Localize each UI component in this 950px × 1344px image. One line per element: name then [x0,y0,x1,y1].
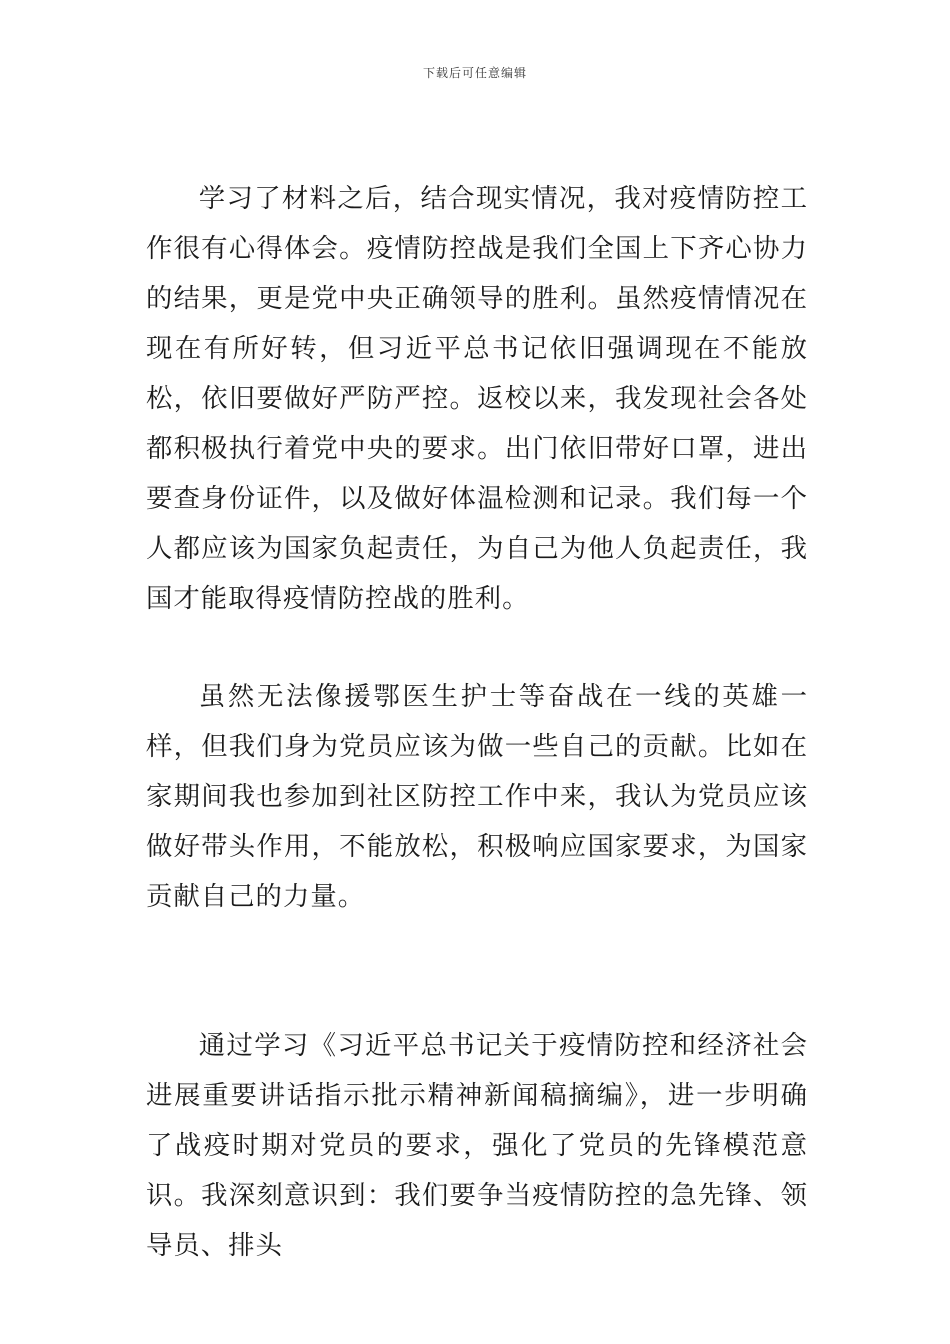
paragraph-text: 虽然无法像援鄂医生护士等奋战在一线的英雄一样，但我们身为党员应该为做一些自己的贡献。比如在家期间我也参加到社区防控工作中来，我认为党员应该做好带头作用，不能放松，积极响应国家要求，为国家贡献自己的力量。 [146,681,808,912]
paragraph-1 [146,174,808,624]
header-note: 下载后可任意编辑 [422,66,527,80]
paragraph-2 [146,672,808,922]
paragraph-text: 学习了材料之后，结合现实情况，我对疫情防控工作很有心得体会。疫情防控战是我们全国上下齐心协力的结果，更是党中央正确领导的胜利。虽然疫情情况在现在有所好转，但习近平总书记依旧强调现在不能放松，依旧要做好严防严控。返校以来，我发现社会各处都积极执行着党中央的要求。出门依旧带好口罩，进出要查身份证件，以及做好体温检测和记录。我们每一个人都应该为国家负起责任，为自己为他人负起责任，我国才能取得疫情防控战的胜利。 [146,183,808,614]
paragraph-3 [146,1021,808,1271]
paragraph-text: 通过学习《习近平总书记关于疫情防控和经济社会进展重要讲话指示批示精神新闻稿摘编》，进一步明确了战疫时期对党员的要求，强化了党员的先锋模范意识。我深刻意识到：我们要争当疫情防控的急先锋、领导员、排头 [146,1030,808,1261]
